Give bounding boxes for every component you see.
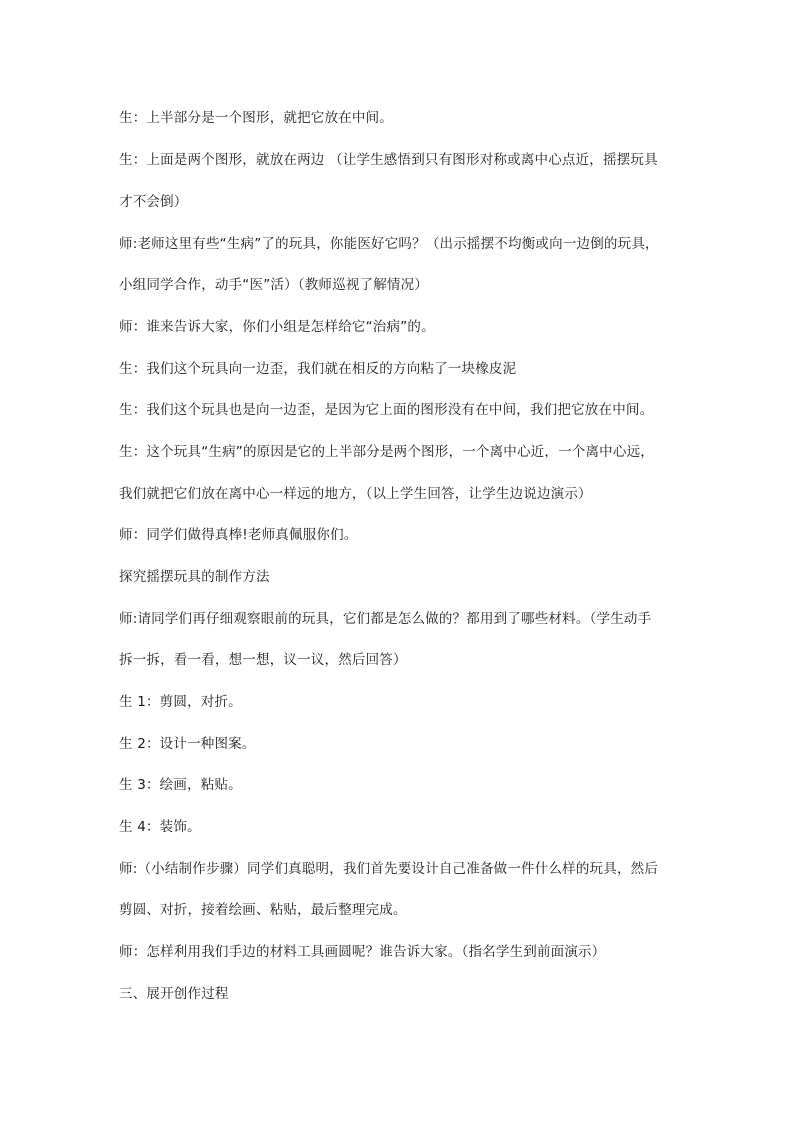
text-line-8: 生：我们这个玩具也是向一边歪，是因为它上面的图形没有在中间，我们把它放在中间。	[119, 402, 654, 418]
text-line-13: 师:请同学们再仔细观察眼前的玩具，它们都是怎么做的？都用到了哪些材料。（学生动手	[119, 611, 652, 627]
section-heading-creation: 三、展开创作过程	[119, 986, 229, 1002]
text-line-21: 师：怎样利用我们手边的材料工具画圆呢？谁告诉大家。（指名学生到前面演示）	[119, 944, 606, 960]
text-line-20: 剪圆、对折，接着绘画、粘贴，最后整理完成。	[119, 902, 407, 918]
text-line-14: 拆一拆，看一看，想一想，议一议，然后回答）	[119, 652, 407, 668]
text-line-18: 生 4：装饰。	[119, 819, 201, 835]
text-line-9: 生：这个玩具“生病”的原因是它的上半部分是两个图形，一个离中心近，一个离中心远，	[119, 444, 654, 460]
section-heading-method: 探究摇摆玩具的制作方法	[119, 569, 270, 585]
text-line-10: 我们就把它们放在离中心一样远的地方，（以上学生回答，让学生边说边演示）	[119, 486, 592, 502]
text-line-1: 生：上半部分是一个图形，就把它放在中间。	[119, 110, 393, 126]
text-line-7: 生：我们这个玩具向一边歪，我们就在相反的方向粘了一块橡皮泥	[119, 361, 517, 377]
text-line-16: 生 2：设计一种图案。	[119, 736, 256, 752]
text-line-4: 师:老师这里有些“生病”了的玩具，你能医好它吗？（出示摇摆不均衡或向一边倒的玩具，	[119, 236, 659, 252]
text-line-19: 师:（小结制作步骤）同学们真聪明，我们首先要设计自己准备做一件什么样的玩具，然后	[119, 861, 659, 877]
text-line-15: 生 1：剪圆，对折。	[119, 694, 242, 710]
text-line-17: 生 3：绘画，粘贴。	[119, 777, 242, 793]
text-line-3: 才不会倒）	[119, 194, 188, 210]
text-line-2: 生：上面是两个图形，就放在两边 （让学生感悟到只有图形对称或离中心点近，摇摆玩具	[119, 152, 658, 168]
text-line-5: 小组同学合作，动手“医”活）（教师巡视了解情况）	[119, 277, 429, 293]
text-line-11: 师：同学们做得真棒!老师真佩服你们。	[119, 527, 358, 543]
text-line-6: 师：谁来告诉大家，你们小组是怎样给它“治病”的。	[119, 319, 435, 335]
